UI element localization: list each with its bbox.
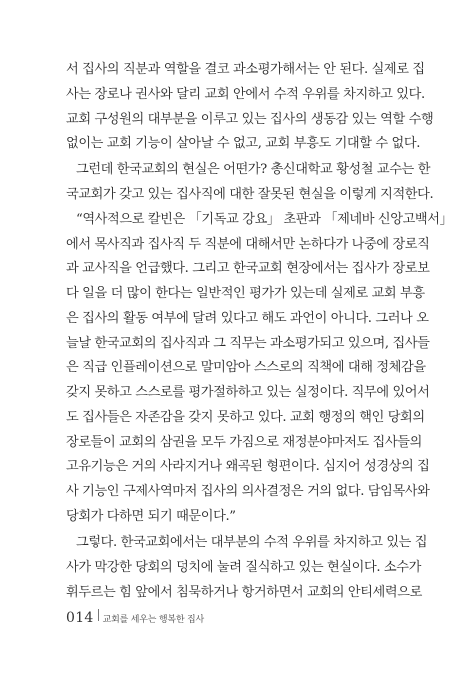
- body-line: 과 교사직을 언급했다. 그리고 한국교회 현장에서는 집사가 장로보: [66, 261, 430, 276]
- body-line: 고유기능은 거의 사라지거나 왜곡된 형편이다. 심지어 성경상의 집: [66, 459, 430, 474]
- body-line: 그런데 한국교회의 현실은 어떤가? 총신대학교 황성철 교수는 한: [76, 162, 431, 177]
- body-line: 은 직급 인플레이션으로 말미암아 스스로의 직책에 대해 정체감을: [66, 360, 426, 375]
- running-title: 교회를 세우는 행복한 집사: [102, 614, 205, 625]
- body-line: 그렇다. 한국교회에서는 대부분의 수적 우위를 차지하고 있는 집: [76, 535, 428, 550]
- body-line: 없이는 교회 기능이 살아날 수 없고, 교회 부흥도 기대할 수 없다.: [66, 136, 420, 151]
- body-line: 사 기능인 구제사역마저 집사의 의사결정은 거의 없다. 담임목사와: [66, 484, 430, 499]
- body-line: 다 일을 더 많이 한다는 일반적인 평가가 있는데 실제로 교회 부흥: [66, 286, 425, 301]
- body-line: 갖지 못하고 스스로를 평가절하하고 있는 실정이다. 직무에 있어서: [66, 385, 430, 400]
- body-line: 은 집사의 활동 여부에 달려 있다고 해도 과언이 아니다. 그러나 오: [66, 311, 429, 326]
- body-line: 사는 장로나 권사와 달리 교회 안에서 수적 우위를 차지하고 있다.: [66, 87, 425, 102]
- body-line: 도 집사들은 자존감을 갖지 못하고 있다. 교회 행정의 핵인 당회의: [66, 410, 425, 425]
- body-line: 서 집사의 직분과 역할을 결코 과소평가해서는 안 된다. 실제로 집: [66, 62, 425, 77]
- body-line: 당회가 다하면 되기 때문이다.”: [66, 509, 236, 524]
- body-line: 에서 목사직과 집사직 두 직분에 대해서만 논하다가 나중에 장로직: [66, 237, 430, 252]
- body-line: 국교회가 갖고 있는 집사직에 대한 잘못된 현실을 이렇게 지적한다.: [66, 187, 434, 202]
- page-footer: [66, 609, 204, 627]
- body-line: 사가 막강한 당회의 덩치에 눌려 질식하고 있는 현실이다. 소수가: [66, 560, 421, 575]
- body-line: 늘날 한국교회의 집사직과 그 직무는 과소평가되고 있으며, 집사들: [66, 336, 430, 351]
- body-line: 교회 구성원의 대부분을 이루고 있는 집사의 생동감 있는 역할 수행: [66, 112, 434, 127]
- footer-divider: [98, 609, 99, 621]
- body-line: 장로들이 교회의 삼권을 모두 가짐으로 재정분야마저도 집사들의: [66, 435, 422, 450]
- page-number: 014: [66, 610, 94, 626]
- body-line: “역사적으로 칼빈은 「기독교 강요」 초판과 「제네바 신앙고백서」: [76, 212, 453, 227]
- body-line: 휘두르는 힘 앞에서 침묵하거나 항거하면서 교회의 안티세력으로: [66, 585, 422, 600]
